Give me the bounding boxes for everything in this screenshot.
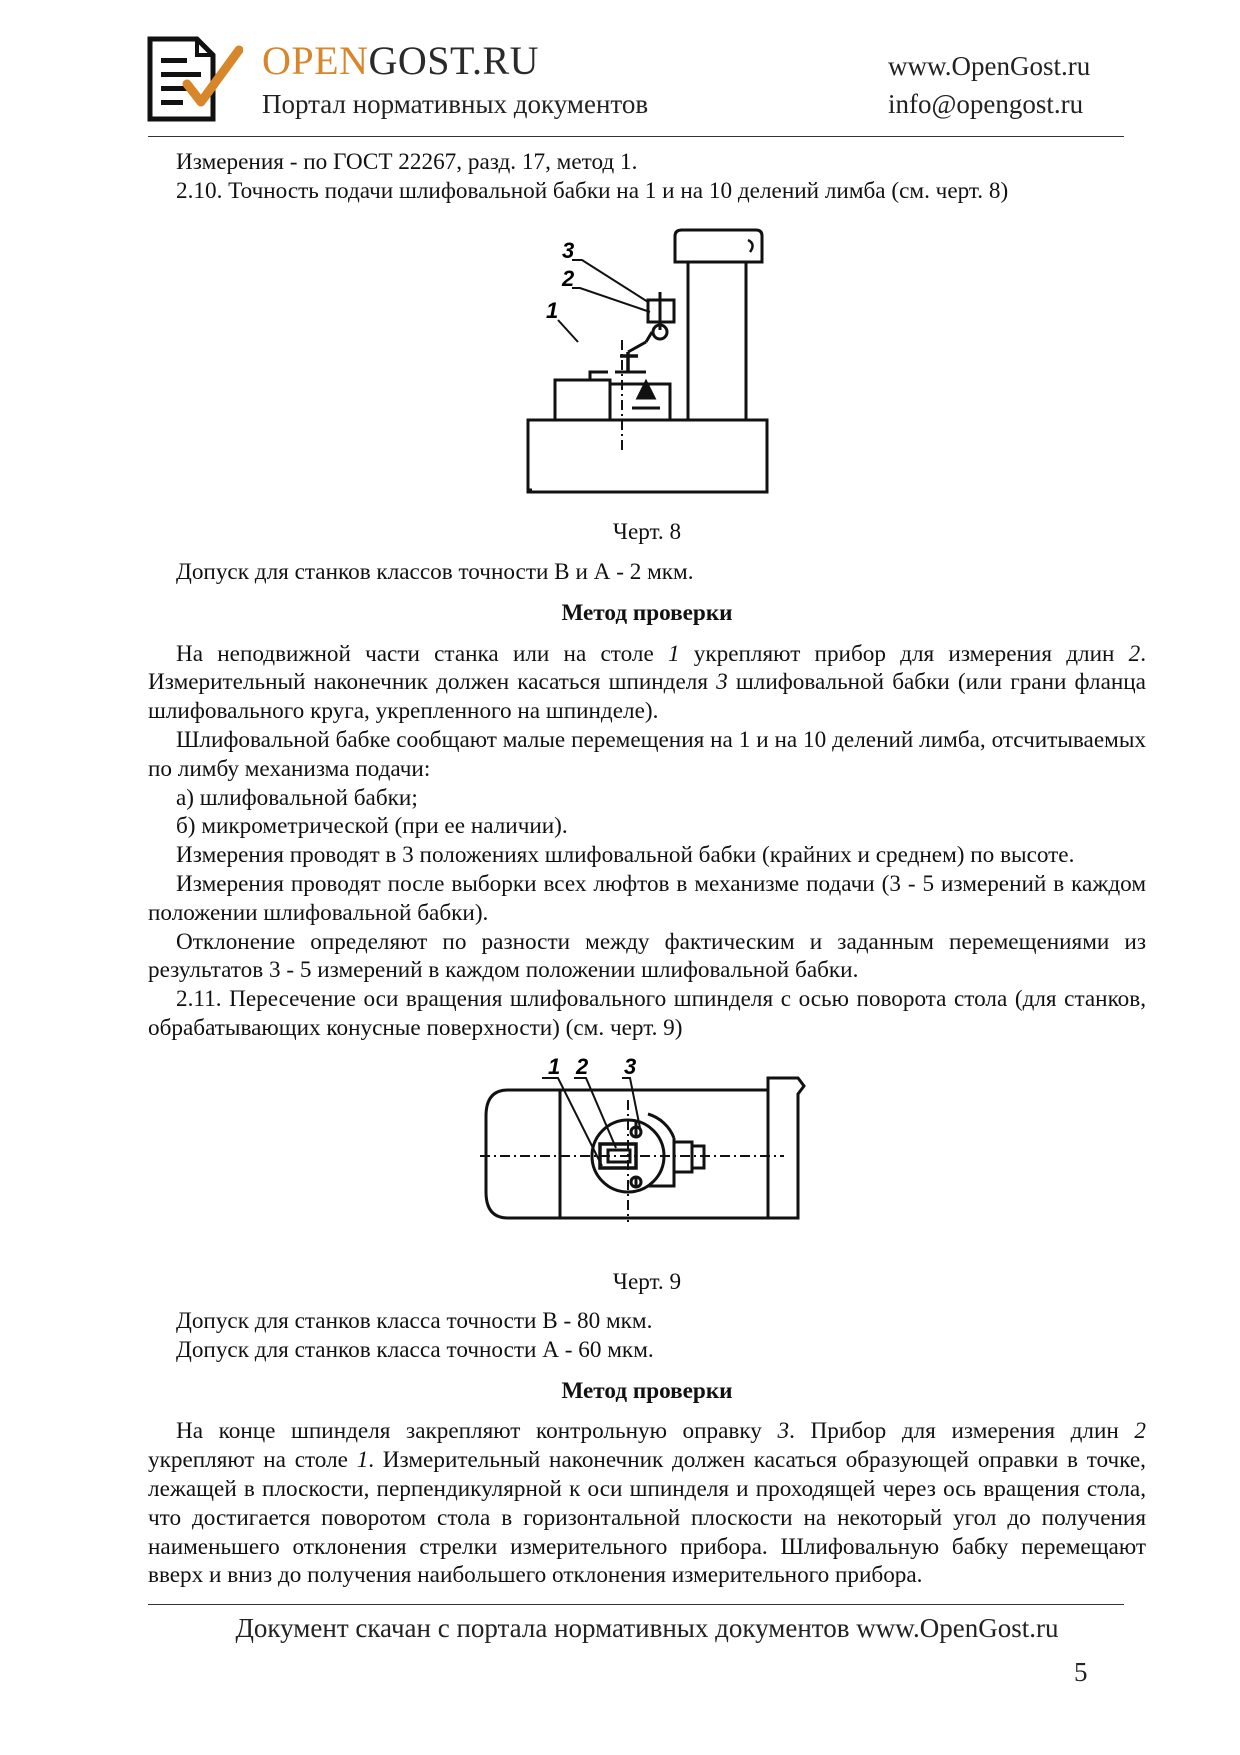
figure-8-drawing	[520, 222, 780, 498]
method-heading-1: Метод проверки	[561, 599, 733, 626]
tolerance-class-a: Допуск для станков класса точности А - 60 мкм.	[176, 1336, 654, 1363]
footer-divider	[148, 1604, 1124, 1605]
method-paragraph-2: Шлифовальной бабке сообщают малые перемещения на 1 и на 10 делений лимба, отсчитываемых по лимбу механизма подачи:	[148, 726, 1146, 782]
site-brand[interactable]	[262, 38, 539, 84]
tolerance-class-b: Допуск для станков класса точности В - 80 мкм.	[176, 1308, 653, 1334]
fig8-label-1: 1	[546, 298, 559, 323]
section-2-10-title: 2.10. Точность подачи шлифовальной бабки на 1 и на 10 делений лимба (см. черт. 8)	[176, 177, 1009, 204]
email-link[interactable]: info@opengost.ru	[888, 89, 1084, 119]
method-paragraph-3: Измерения проводят в 3 положениях шлифовальной бабки (крайних и среднем) по высоте.	[176, 842, 1075, 869]
section-2-11-title: 2.11. Пересечение оси вращения шлифовального шпинделя с осью поворота стола (для станков, обрабатывающих конусные поверхности) (см. черт. 9)	[148, 986, 1146, 1041]
section-2-10-text	[148, 558, 1146, 1043]
figure-9-drawing	[478, 1052, 818, 1232]
method-paragraph-4: Измерения проводят после выборки всех люфтов в механизме подачи (3 - 5 измерений в каждом положении шлифовальной бабки).	[148, 870, 1146, 926]
list-item-a: а) шлифовальной бабки;	[176, 784, 418, 811]
fig8-label-2: 2	[562, 266, 575, 291]
fig9-label-2: 2	[576, 1054, 589, 1079]
page-number: 5	[1074, 1657, 1088, 1687]
tolerance-2-10: Допуск для станков классов точности В и А - 2 мкм.	[176, 559, 694, 585]
method-heading-2: Метод проверки	[561, 1377, 733, 1404]
fig8-label-3: 3	[562, 238, 575, 263]
brand-part-gost: GOST.RU	[368, 38, 540, 83]
list-item-b: б) микрометрической (при ее наличии).	[176, 813, 568, 840]
intro-text	[148, 148, 1146, 206]
site-subtitle: Портал нормативных документов	[262, 89, 649, 119]
method-paragraph-5: Отклонение определяют по разности между фактическим и заданным перемещениями из результатов 3 - 5 измерений в каждом положении шлифовальной бабки.	[148, 928, 1146, 984]
measurement-line: Измерения - по ГОСТ 22267, разд. 17, метод 1.	[176, 149, 638, 175]
figure-8-caption: Черт. 8	[612, 519, 682, 545]
footer-note: Документ скачан с портала нормативных документов www.OpenGost.ru	[235, 1613, 1059, 1643]
fig9-label-1: 1	[548, 1054, 561, 1079]
fig9-label-3: 3	[624, 1054, 637, 1079]
section-2-11-text	[148, 1307, 1146, 1590]
header-divider	[148, 136, 1124, 137]
figure-9-caption: Черт. 9	[612, 1269, 682, 1295]
document-check-icon	[147, 36, 243, 122]
method-paragraph-6: На конце шпинделя закрепляют контрольную оправку 3. Прибор для измерения длин 2 укрепляют на столе 1. Измерительный наконечник должен касаться образующей оправки в точке, лежащей в плоскости, перпендикулярной к оси шпинделя и проходящей через ось вращения стола, что достигается поворотом стола в горизонтальной плоскости на некоторый угол до получения наименьшего отклонения стрелки измерительного прибора. Шлифовальную бабку перемещают вверх и вниз до получения наибольшего отклонения измерительного прибора.	[148, 1418, 1147, 1589]
website-link[interactable]: www.OpenGost.ru	[888, 51, 1091, 81]
method-paragraph-1: На неподвижной части станка или на столе 1 укрепляют прибор для измерения длин 2. Измерительный наконечник должен касаться шпинделя 3 шлифовальной бабки (или грани фланца шлифовального круга, укрепленного на шпинделе).	[148, 640, 1147, 725]
brand-part-open: OPEN	[262, 38, 369, 83]
